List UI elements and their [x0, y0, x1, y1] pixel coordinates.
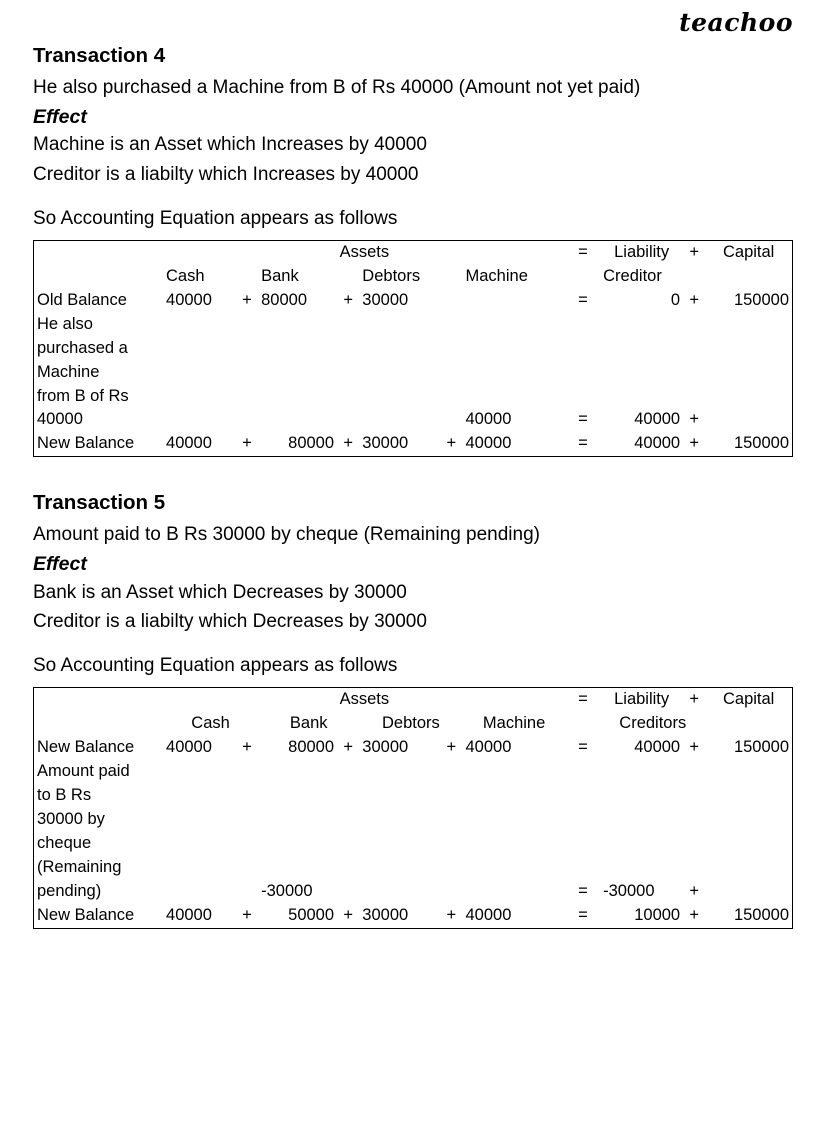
- row-equals: =: [578, 434, 588, 453]
- group-header-liability: Liability: [614, 242, 670, 261]
- row-cash: 40000: [166, 905, 212, 924]
- row-capital: [705, 313, 792, 337]
- row-debtors: [359, 313, 440, 337]
- row-bank: 80000: [261, 290, 308, 309]
- row-bank: [258, 408, 337, 432]
- row-liability: [600, 385, 683, 409]
- row-liability: 0: [670, 290, 681, 309]
- row-capital: [705, 856, 792, 880]
- table-row: [34, 408, 793, 432]
- transaction-5-table: [33, 687, 793, 928]
- row-equals: =: [578, 905, 588, 924]
- transaction-5-effect-line-1: Bank is an Asset which Decreases by 30000: [33, 581, 407, 603]
- row-bank: [258, 808, 337, 832]
- row-cash: [163, 408, 236, 432]
- transaction-5-so-line: So Accounting Equation appears as follows: [33, 655, 398, 677]
- row-machine: 40000: [465, 434, 512, 453]
- row-label: New Balance: [37, 738, 135, 757]
- row-bank-op: [337, 408, 359, 432]
- row-machine: 40000: [465, 410, 512, 429]
- row-debtors: [359, 337, 440, 361]
- row-machine: [463, 856, 544, 880]
- row-debtors-op: [440, 408, 462, 432]
- row-liability-op: +: [689, 738, 700, 757]
- row-equals: [566, 784, 600, 808]
- transaction-4-effect-line-2: Creditor is a liabilty which Increases by 40000: [33, 163, 419, 185]
- row-debtors: 30000: [362, 738, 409, 757]
- row-machine: [463, 880, 544, 904]
- col-header-eq-blank: [566, 265, 600, 289]
- row-bank: [258, 313, 337, 337]
- col-header-bank: Bank: [289, 714, 328, 733]
- col-header-cash: Cash: [166, 266, 205, 285]
- row-machine-op: [543, 808, 565, 832]
- row-liability: 40000: [634, 738, 681, 757]
- document-content: [33, 44, 793, 929]
- row-cash: 40000: [166, 290, 212, 309]
- col-header-cash: Cash: [191, 714, 230, 733]
- row-debtors-op: [440, 337, 462, 361]
- transaction-5-statement: Amount paid to B Rs 30000 by cheque (Remaining pending): [33, 523, 540, 545]
- row-label: Machine: [37, 362, 100, 381]
- col-header-creditor: Creditor: [603, 266, 662, 285]
- row-machine-op: [543, 904, 565, 928]
- group-header-plus: +: [689, 242, 700, 261]
- row-bank: [258, 784, 337, 808]
- row-equals: [566, 385, 600, 409]
- row-machine-op: [543, 880, 565, 904]
- table-column-header-row: [34, 265, 793, 289]
- group-header-assets: Assets: [339, 242, 390, 261]
- row-liability: [600, 832, 683, 856]
- row-machine: [463, 760, 544, 784]
- row-debtors-op: [440, 313, 462, 337]
- row-equals: [566, 361, 600, 385]
- row-machine: 40000: [465, 738, 512, 757]
- row-bank: 50000: [288, 905, 335, 924]
- row-machine-op: [543, 361, 565, 385]
- table-column-header-row: [34, 712, 793, 736]
- table-row: [34, 337, 793, 361]
- transaction-4-effect-label: Effect: [33, 105, 87, 128]
- row-machine-op: [543, 337, 565, 361]
- row-bank: 80000: [288, 434, 335, 453]
- row-label: pending): [37, 881, 102, 900]
- row-label: to B Rs: [37, 786, 92, 804]
- row-cash: [163, 832, 236, 856]
- row-bank-op: [337, 337, 359, 361]
- row-label: Amount paid: [37, 762, 130, 781]
- row-equals: [566, 808, 600, 832]
- row-cash-op: [236, 880, 258, 904]
- row-liability: -30000: [603, 881, 655, 900]
- row-capital: [705, 337, 792, 361]
- row-liability-op: [683, 856, 705, 880]
- table-row: [34, 784, 793, 808]
- row-debtors: [359, 385, 440, 409]
- row-equals: =: [578, 738, 588, 757]
- row-capital: [705, 880, 792, 904]
- transaction-4-title: Transaction 4: [33, 44, 166, 67]
- row-label: New Balance: [37, 434, 135, 453]
- table-group-header-row: [34, 688, 793, 712]
- transaction-5-title: Transaction 5: [33, 491, 166, 515]
- spacer-1: [33, 192, 793, 208]
- row-capital: [705, 760, 792, 784]
- row-equals: =: [578, 410, 588, 429]
- row-debtors-op: +: [446, 434, 457, 453]
- table-row: [34, 313, 793, 337]
- row-equals: [566, 832, 600, 856]
- group-header-assets: Assets: [339, 690, 390, 709]
- row-equals: [566, 313, 600, 337]
- row-liability-op: [683, 832, 705, 856]
- row-debtors: [359, 784, 440, 808]
- row-machine-op: [543, 832, 565, 856]
- row-machine-op: [543, 736, 565, 760]
- table-row: [34, 361, 793, 385]
- row-label: Old Balance: [37, 290, 127, 309]
- row-cash-op: [236, 361, 258, 385]
- row-debtors-op: [440, 856, 462, 880]
- row-cash-op: +: [242, 738, 252, 757]
- row-debtors: [359, 408, 440, 432]
- row-liability-op: [683, 784, 705, 808]
- row-debtors-op: [440, 880, 462, 904]
- row-machine: [463, 808, 544, 832]
- row-bank-op: +: [343, 738, 353, 757]
- row-cash: [163, 760, 236, 784]
- row-machine: [463, 289, 544, 313]
- row-debtors: 30000: [362, 905, 409, 924]
- row-machine: [463, 385, 544, 409]
- row-debtors: [359, 760, 440, 784]
- row-cash-op: [236, 313, 258, 337]
- row-cash-op: [236, 784, 258, 808]
- col-header-eq-blank: [566, 712, 600, 736]
- row-bank: [258, 856, 337, 880]
- row-bank: -30000: [261, 881, 313, 900]
- row-bank-op: [337, 832, 359, 856]
- row-machine: [463, 337, 544, 361]
- row-machine: [463, 361, 544, 385]
- group-header-liability: Liability: [614, 690, 670, 709]
- transaction-4-statement: He also purchased a Machine from B of Rs 40000 (Amount not yet paid): [33, 76, 641, 98]
- row-cash: 40000: [166, 434, 212, 453]
- row-debtors: [359, 880, 440, 904]
- row-bank-op: [337, 313, 359, 337]
- row-machine-op: [543, 432, 565, 456]
- row-capital: [705, 784, 792, 808]
- row-machine-op: [543, 784, 565, 808]
- row-cash: 40000: [166, 738, 212, 757]
- col-header-blank: [34, 712, 164, 736]
- col-header-blank: [34, 265, 164, 289]
- row-machine: [463, 313, 544, 337]
- row-equals: =: [578, 881, 588, 900]
- row-liability-op: [683, 760, 705, 784]
- table-row: [34, 289, 793, 313]
- row-liability: 40000: [634, 410, 681, 429]
- col-header-debtors: Debtors: [362, 266, 421, 285]
- row-cash-op: [236, 856, 258, 880]
- row-liability-op: [683, 337, 705, 361]
- row-cash-op: [236, 337, 258, 361]
- row-debtors-op: [440, 808, 462, 832]
- row-machine-op: [543, 385, 565, 409]
- row-cash-op: +: [242, 905, 252, 924]
- row-capital: 150000: [733, 738, 789, 757]
- row-debtors-op: [440, 784, 462, 808]
- row-cash-op: [236, 808, 258, 832]
- row-liability-op: +: [689, 410, 700, 429]
- row-capital: [705, 808, 792, 832]
- transaction-4-table: [33, 240, 793, 457]
- col-header-creditors: Creditors: [619, 714, 687, 733]
- row-equals: =: [578, 290, 588, 309]
- row-debtors: [359, 832, 440, 856]
- row-debtors-op: +: [446, 905, 457, 924]
- row-liability: [600, 337, 683, 361]
- row-label: (Remaining: [37, 857, 122, 876]
- table-row: [34, 808, 793, 832]
- row-debtors-op: +: [446, 738, 457, 757]
- row-equals: [566, 337, 600, 361]
- row-cash: [163, 337, 236, 361]
- group-header-capital: Capital: [722, 242, 775, 261]
- row-cash: [163, 880, 236, 904]
- table-row: [34, 760, 793, 784]
- row-debtors-op: [440, 832, 462, 856]
- transaction-4-so-line: So Accounting Equation appears as follows: [33, 207, 398, 229]
- row-debtors: 30000: [362, 290, 409, 309]
- col-header-machine: Machine: [482, 714, 546, 733]
- group-header-equals: =: [578, 690, 588, 709]
- row-debtors: [359, 808, 440, 832]
- col-header-capital-blank: [705, 712, 792, 736]
- row-label: purchased a: [37, 338, 128, 357]
- table-row: [34, 880, 793, 904]
- row-debtors-op: [440, 361, 462, 385]
- row-liability: 10000: [634, 905, 681, 924]
- row-bank-op: +: [343, 905, 353, 924]
- row-liability: [600, 808, 683, 832]
- row-cash: [163, 313, 236, 337]
- row-bank-op: [337, 760, 359, 784]
- spacer-2: [33, 639, 793, 655]
- row-machine-op: [543, 313, 565, 337]
- transaction-5-effect-line-2: Creditor is a liabilty which Decreases by 30000: [33, 610, 427, 632]
- row-capital: 150000: [733, 434, 789, 453]
- row-equals: [566, 760, 600, 784]
- row-machine-op: [543, 856, 565, 880]
- row-cash: [163, 361, 236, 385]
- row-cash: [163, 784, 236, 808]
- group-header-equals: =: [578, 242, 588, 261]
- row-machine: [463, 784, 544, 808]
- row-cash-op: +: [242, 290, 252, 309]
- row-label: cheque: [37, 833, 92, 852]
- row-cash-op: [236, 385, 258, 409]
- row-liability: [600, 760, 683, 784]
- row-capital: 150000: [733, 905, 789, 924]
- row-debtors-op: [440, 760, 462, 784]
- row-cash-op: [236, 760, 258, 784]
- row-liability-op: +: [689, 905, 700, 924]
- row-liability: [600, 313, 683, 337]
- row-liability: [600, 361, 683, 385]
- group-header-blank: [34, 240, 164, 264]
- row-liability-op: [683, 313, 705, 337]
- row-liability-op: [683, 361, 705, 385]
- row-debtors: [359, 856, 440, 880]
- row-label: He also: [37, 314, 93, 333]
- row-capital: 150000: [733, 290, 789, 309]
- table-group-header-row: [34, 240, 793, 264]
- group-header-plus: +: [689, 690, 700, 709]
- row-label: 30000 by: [37, 809, 105, 828]
- transaction-5-effect-label: Effect: [33, 553, 87, 576]
- section-gap: [33, 457, 793, 491]
- col-header-bank: Bank: [261, 266, 299, 285]
- row-machine-op: [543, 289, 565, 313]
- row-bank: 80000: [288, 738, 335, 757]
- row-cash-op: [236, 832, 258, 856]
- table-row: [34, 856, 793, 880]
- row-debtors: 30000: [362, 434, 409, 453]
- table-row: [34, 385, 793, 409]
- teachoo-logo: teachoo: [679, 8, 793, 37]
- row-debtors-op: [440, 289, 462, 313]
- row-bank: [258, 832, 337, 856]
- row-bank-op: [337, 385, 359, 409]
- row-liability-op: +: [689, 881, 700, 900]
- table-row: [34, 904, 793, 928]
- row-capital: [705, 385, 792, 409]
- row-capital: [705, 832, 792, 856]
- row-cash: [163, 856, 236, 880]
- row-bank-op: [337, 784, 359, 808]
- row-capital: [705, 408, 792, 432]
- row-bank-op: [337, 856, 359, 880]
- row-liability-op: [683, 385, 705, 409]
- row-cash-op: [236, 408, 258, 432]
- row-bank: [258, 385, 337, 409]
- row-cash: [163, 385, 236, 409]
- row-debtors-op: [440, 385, 462, 409]
- row-debtors: [359, 361, 440, 385]
- table-row: [34, 432, 793, 456]
- col-header-machine: Machine: [465, 266, 528, 285]
- row-bank-op: [337, 361, 359, 385]
- transaction-4-effect-line-1: Machine is an Asset which Increases by 40000: [33, 134, 427, 156]
- row-machine: [463, 832, 544, 856]
- row-label: 40000: [37, 410, 83, 429]
- row-bank-op: [337, 880, 359, 904]
- row-bank: [258, 760, 337, 784]
- table-row: [34, 736, 793, 760]
- row-cash: [163, 808, 236, 832]
- row-bank-op: +: [343, 290, 353, 309]
- table-row: [34, 832, 793, 856]
- row-label: New Balance: [37, 905, 135, 924]
- row-liability: [600, 856, 683, 880]
- col-header-debtors: Debtors: [382, 714, 440, 733]
- row-label: from B of Rs: [37, 386, 129, 405]
- row-liability-op: +: [689, 434, 700, 453]
- row-cash-op: +: [242, 434, 252, 453]
- row-equals: [566, 856, 600, 880]
- row-liability-op: [683, 808, 705, 832]
- row-liability: 40000: [634, 434, 681, 453]
- row-machine-op: [543, 408, 565, 432]
- row-bank: [258, 337, 337, 361]
- row-bank-op: +: [343, 434, 353, 453]
- group-header-capital: Capital: [722, 690, 775, 709]
- row-bank: [258, 361, 337, 385]
- row-liability: [600, 784, 683, 808]
- group-header-blank: [34, 688, 164, 712]
- row-machine-op: [543, 760, 565, 784]
- row-capital: [705, 361, 792, 385]
- row-machine: 40000: [465, 905, 512, 924]
- row-bank-op: [337, 808, 359, 832]
- row-liability-op: +: [689, 290, 700, 309]
